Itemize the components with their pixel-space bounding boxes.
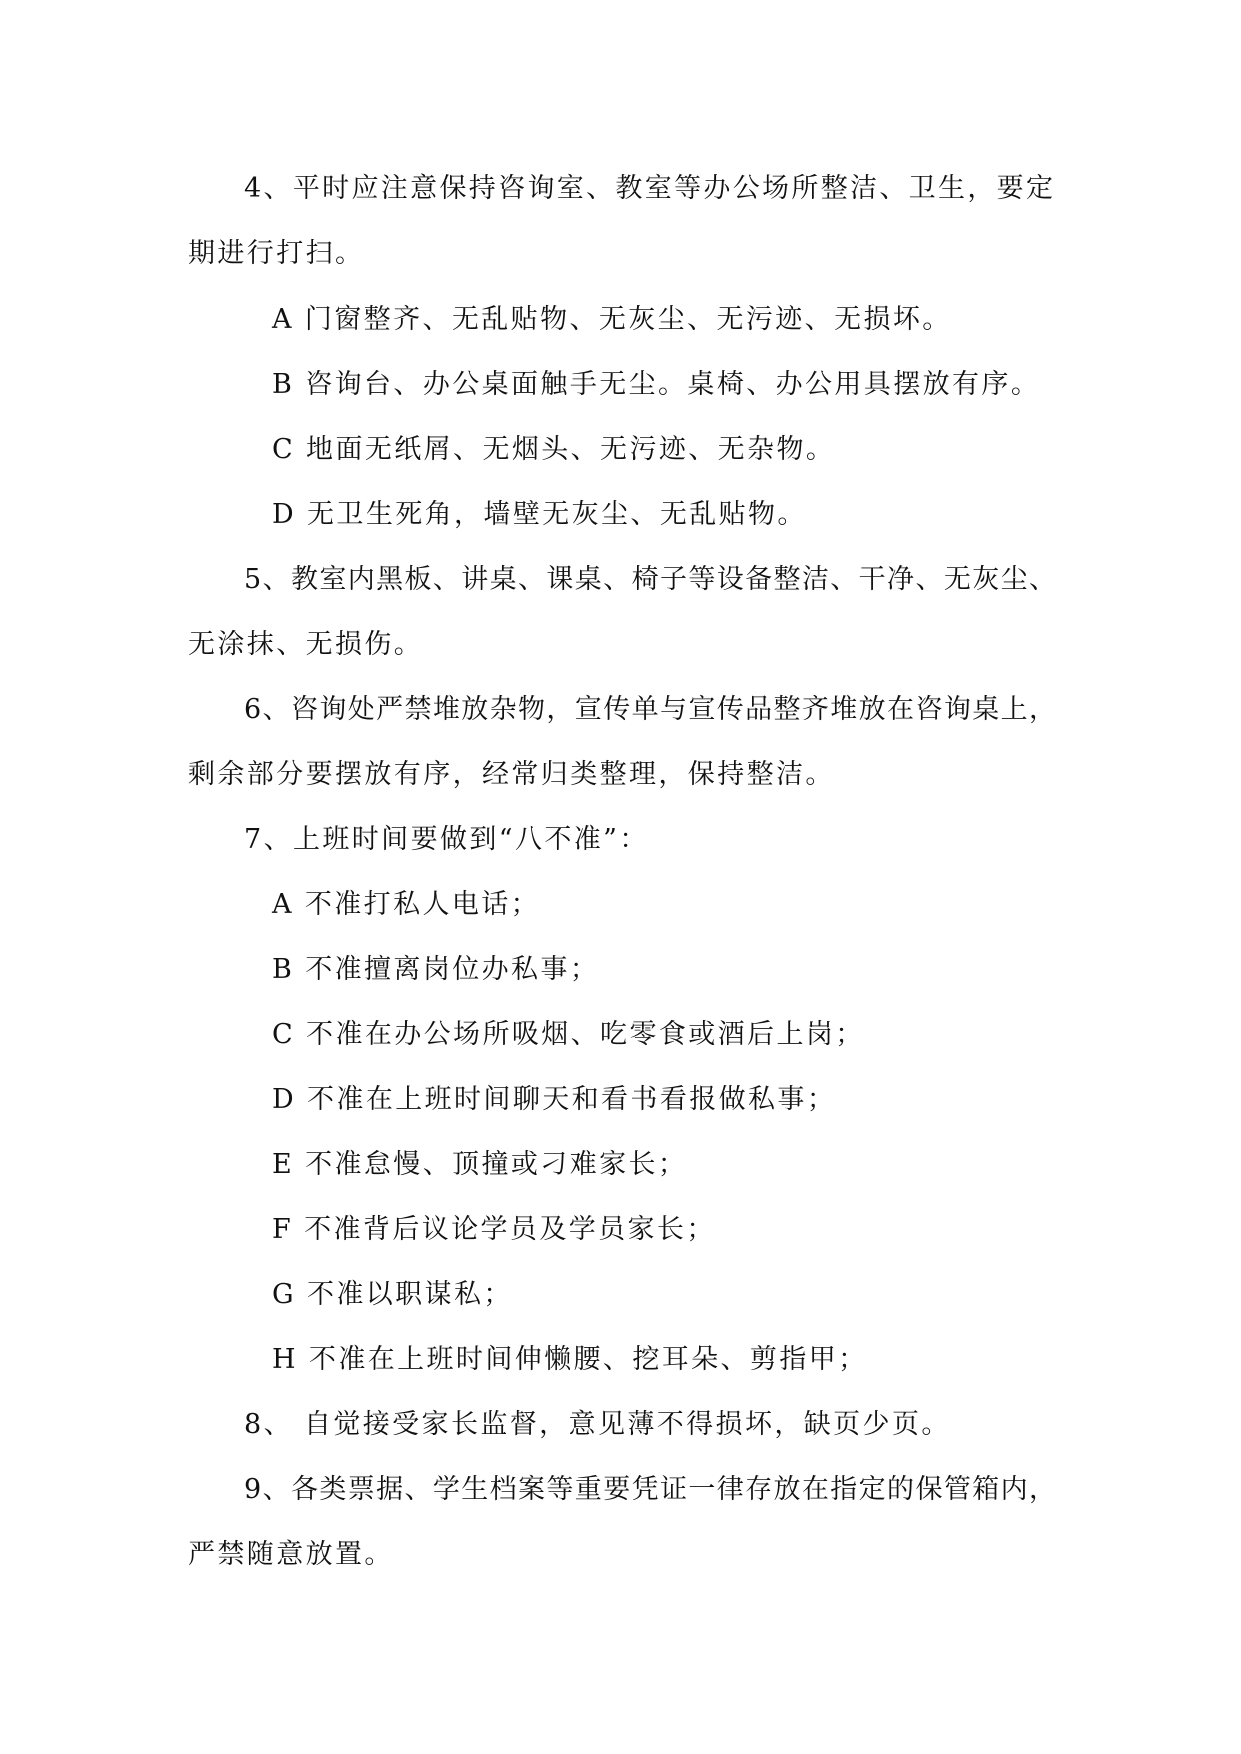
- item-7-sub-h: H 不准在上班时间伸懒腰、挖耳朵、剪指甲；: [272, 1344, 868, 1375]
- item-5-line-1: 5、教室内黑板、讲桌、课桌、椅子等设备整洁、干净、无灰尘、: [244, 564, 1056, 595]
- item-4-sub-b: B 咨询台、办公桌面触手无尘。桌椅、办公用具摆放有序。: [272, 369, 1041, 400]
- item-9-line-1: 9、各类票据、学生档案等重要凭证一律存放在指定的保管箱内，: [244, 1474, 1056, 1505]
- item-7-sub-e: E 不准怠慢、顶撞或刁难家长；: [272, 1149, 688, 1180]
- item-7-line-1: 7、上班时间要做到“八不准”：: [244, 824, 649, 855]
- item-7-sub-d: D 不准在上班时间聊天和看书看报做私事；: [272, 1084, 837, 1115]
- item-6-line-2: 剩余部分要摆放有序，经常归类整理，保持整洁。: [188, 759, 835, 790]
- item-4-line-1: 4、平时应注意保持咨询室、教室等办公场所整洁、卫生，要定: [244, 173, 1053, 204]
- item-4-sub-c: C 地面无纸屑、无烟头、无污迹、无杂物。: [272, 434, 836, 465]
- item-7-sub-g: G 不准以职谋私；: [272, 1279, 513, 1310]
- item-4-line-2: 期进行打扫。: [188, 238, 365, 269]
- item-9-line-2: 严禁随意放置。: [188, 1539, 394, 1570]
- item-5-line-2: 无涂抹、无损伤。: [188, 629, 424, 660]
- item-7-sub-c: C 不准在办公场所吸烟、吃零食或酒后上岗；: [272, 1019, 865, 1050]
- item-7-sub-a: A 不准打私人电话；: [272, 889, 541, 920]
- item-7-sub-b: B 不准擅离岗位办私事；: [272, 954, 600, 985]
- item-7-sub-f: F 不准背后议论学员及学员家长；: [272, 1214, 716, 1245]
- item-4-sub-d: D 无卫生死角，墙壁无灰尘、无乱贴物。: [272, 499, 807, 530]
- item-8-line-1: 8、 自觉接受家长监督，意见薄不得损坏，缺页少页。: [244, 1409, 951, 1440]
- item-6-line-1: 6、咨询处严禁堆放杂物，宣传单与宣传品整齐堆放在咨询桌上，: [244, 694, 1056, 725]
- item-4-sub-a: A 门窗整齐、无乱贴物、无灰尘、无污迹、无损坏。: [272, 304, 952, 335]
